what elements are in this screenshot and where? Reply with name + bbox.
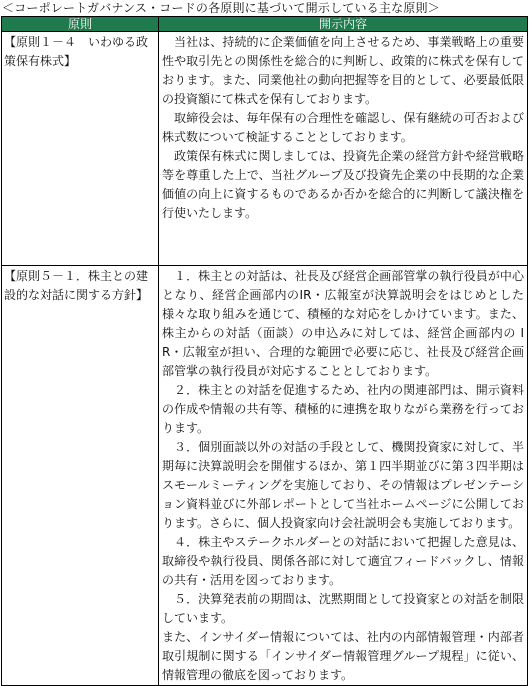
disclosure-paragraph: ３．個別面談以外の対話の手段として、機関投資家に対して、半期毎に決算説明会を開催するほか、第１四半期並びに第３四半期はスモールミーティングを実施しており、その情報はプレゼンテーション資料並びに外部レポートとして当社ホームページに公開しております。さらに、個人投資家向け会社説明会も実施しております。 xyxy=(162,440,524,530)
disclosure-paragraph: ２．株主との対話を促進するため、社内の関連部門は、開示資料の作成や情報の共有等、積極的に連携を取りながら業務を行っております。 xyxy=(162,383,524,435)
disclosure-cell xyxy=(159,32,528,266)
disclosure-column-header: 開示内容 xyxy=(159,17,528,32)
table-header-row xyxy=(2,17,528,32)
disclosure-paragraph: ５．決算発表前の期間は、沈黙期間として投資家との対話を制限しています。 xyxy=(162,592,524,625)
disclosure-cell xyxy=(159,266,528,686)
table-caption: ＜コーポレートガバナンス・コードの各原則に基づいて開示している主な原則＞ xyxy=(2,1,440,15)
disclosure-paragraph: 取締役会は、毎年保有の合理性を確認し、保有継続の可否および株式数について検証することとしております。 xyxy=(162,111,524,144)
table-row xyxy=(2,266,528,686)
disclosure-paragraph: ４．株主やステークホルダーとの対話において把握した意見は、取締役や執行役員、関係各部に対して適宜フィードバックし、情報の共有・活用を図っております。 xyxy=(162,535,524,587)
disclosure-paragraph: １．株主との対話は、社長及び経営企画部管掌の執行役員が中心となり、経営企画部内のIR・広報室が決算説明会をはじめとした様々な取り組みを通じて、積極的な対応をしかけています。また、株主からの対話（面談）の申込みに対しては、経営企画部内の IR・広報室が担い、合理的な範囲で必要に応じ、社長及び経営企画部管掌の執行役員が対応することとしております。 xyxy=(162,269,524,378)
principle-column-header: 原則 xyxy=(2,17,159,32)
disclosure-paragraph: また、インサイダー情報については、社内の内部情報管理・内部者取引規制に関する「インサイダー情報管理グループ規程」に従い、情報管理の徹底を図っております。 xyxy=(162,630,524,682)
principle-cell: 【原則５－１．株主との建設的な対話に関する方針】 xyxy=(2,266,159,686)
principles-table xyxy=(1,16,528,686)
disclosure-paragraph: 当社は、持続的に企業価値を向上させるため、事業戦略上の重要性や取引先との関係性を総合的に判断し、政策的に株式を保有しております。また、同業他社の動向把握等を目的として、必要最低限の投資額にて株式を保有しております。 xyxy=(162,35,524,106)
table-row xyxy=(2,32,528,266)
principle-cell: 【原則１－４ いわゆる政策保有株式】 xyxy=(2,32,159,266)
disclosure-paragraph: 政策保有株式に関しましては、投資先企業の経営方針や経営戦略等を尊重した上で、当社グループ及び投資先企業の中長期的な企業価値の向上に資するものであるか否かを総合的に判断して議決権を行使いたします。 xyxy=(162,149,524,220)
